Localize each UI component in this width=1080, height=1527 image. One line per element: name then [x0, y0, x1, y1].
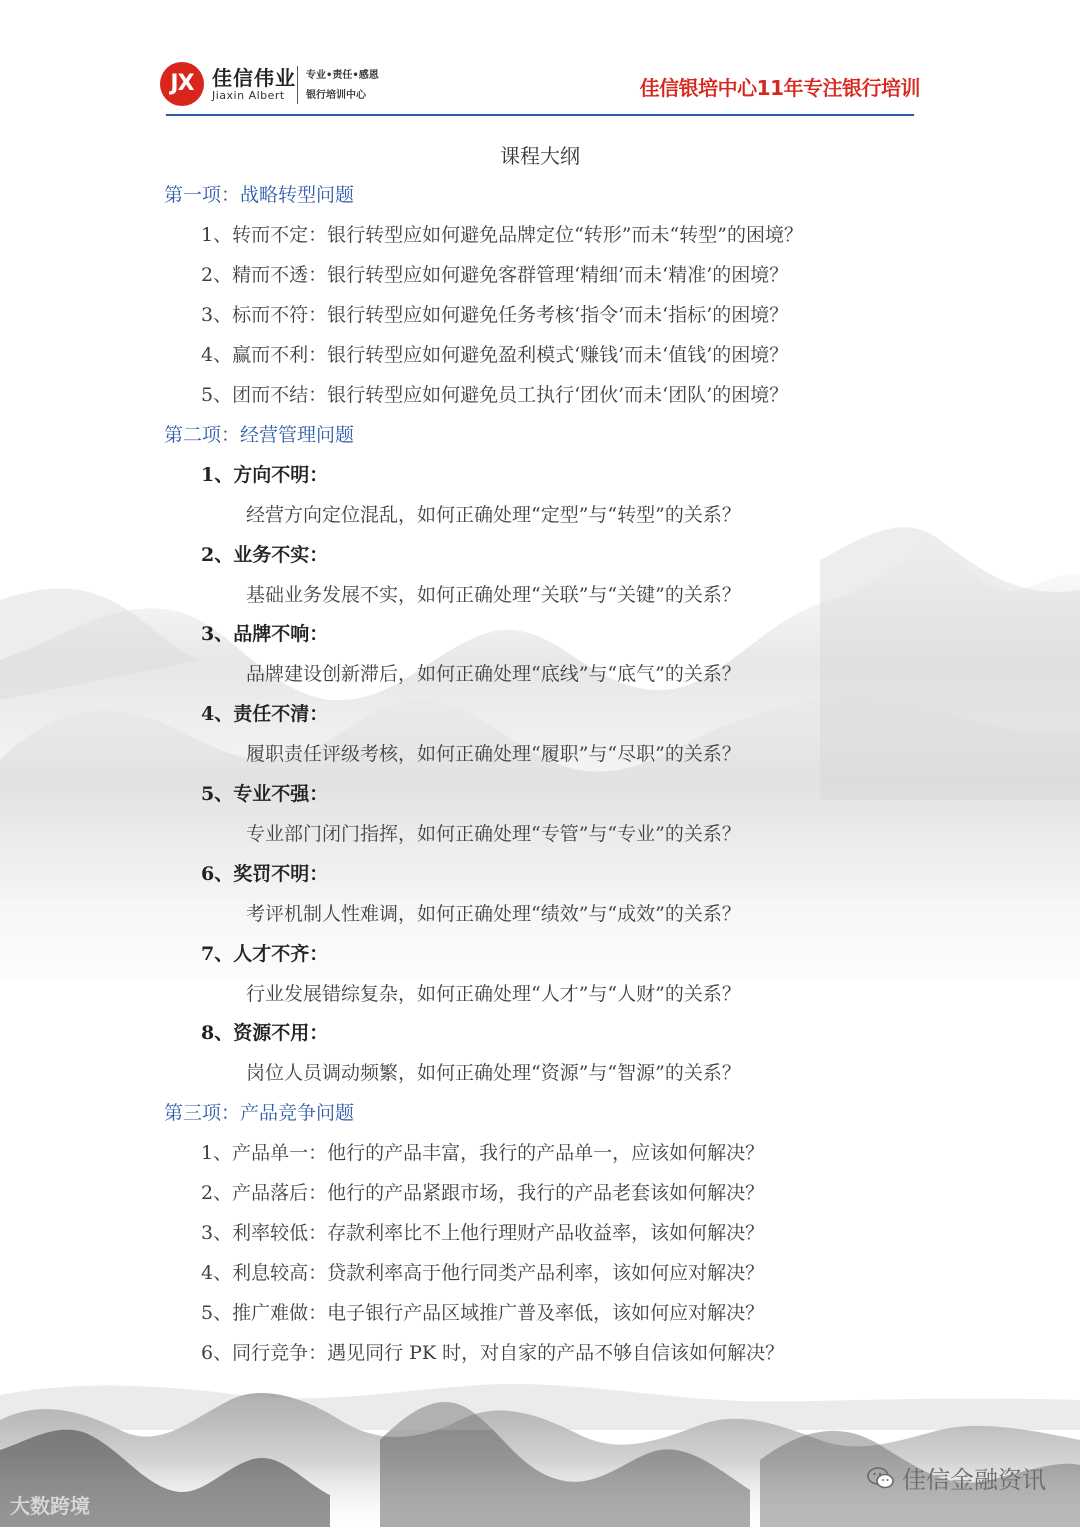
subsection-heading: 6、奖罚不明： — [201, 863, 329, 885]
section-heading: 第一项：战略转型问题 — [164, 184, 355, 206]
subsection-description: 考评机制人性难调，如何正确处理“绩效”与“成效”的关系？ — [246, 903, 741, 925]
brand-name-en: Jiaxin Albert — [212, 89, 285, 102]
subsection-description: 专业部门闭门指挥，如何正确处理“专管”与“专业”的关系？ — [246, 823, 741, 845]
outline-item: 6、同行竞争：遇见同行 PK 时，对自家的产品不够自信该如何解决？ — [201, 1342, 785, 1364]
outline-item: 3、利率较低：存款利率比不上他行理财产品收益率，该如何解决？ — [201, 1222, 765, 1244]
subsection-heading: 7、人才不齐： — [201, 943, 329, 965]
subsection-description: 岗位人员调动频繁，如何正确处理“资源”与“智源”的关系？ — [246, 1062, 741, 1084]
wechat-icon — [866, 1465, 896, 1497]
header-divider — [166, 114, 914, 116]
brand-slogan: 专业•责任•感恩 — [306, 70, 379, 81]
header-tagline: 佳信银培中心11年专注银行培训 — [639, 76, 920, 100]
subsection-heading: 2、业务不实： — [201, 544, 329, 566]
outline-item: 5、推广难做：电子银行产品区域推广普及率低，该如何应对解决？ — [201, 1302, 765, 1324]
subsection-description: 履职责任评级考核，如何正确处理“履职”与“尽职”的关系？ — [246, 743, 741, 765]
subsection-heading: 5、专业不强： — [201, 783, 329, 805]
subsection-description: 基础业务发展不实，如何正确处理“关联”与“关键”的关系？ — [246, 584, 741, 606]
subsection-heading: 8、资源不用： — [201, 1022, 329, 1044]
subsection-description: 经营方向定位混乱，如何正确处理“定型”与“转型”的关系？ — [246, 504, 741, 526]
outline-item: 1、产品单一：他行的产品丰富，我行的产品单一，应该如何解决？ — [201, 1142, 765, 1164]
outline-item: 2、精而不透：银行转型应如何避免客群管理‘精细’而未‘精准’的困境？ — [201, 264, 789, 286]
outline-item: 1、转而不定：银行转型应如何避免品牌定位“转形”而未“转型”的困境？ — [201, 224, 803, 246]
logo-mark-text: JX — [170, 71, 194, 96]
section-heading: 第三项：产品竞争问题 — [164, 1102, 355, 1124]
brand-subtitle: 银行培训中心 — [306, 90, 366, 101]
outline-item: 3、标而不符：银行转型应如何避免任务考核‘指令’而未‘指标’的困境？ — [201, 304, 789, 326]
outline-item: 5、团而不结：银行转型应如何避免员工执行‘团伙’而未‘团队’的困境？ — [201, 384, 789, 406]
subsection-description: 行业发展错综复杂，如何正确处理“人才”与“人财”的关系？ — [246, 983, 741, 1005]
subsection-heading: 1、方向不明： — [201, 464, 329, 486]
subsection-description: 品牌建设创新滞后，如何正确处理“底线”与“底气”的关系？ — [246, 663, 741, 685]
page-header — [160, 58, 920, 118]
subsection-heading: 4、责任不清： — [201, 703, 329, 725]
outline-item: 4、赢而不利：银行转型应如何避免盈利模式‘赚钱’而未‘值钱’的困境？ — [201, 344, 789, 366]
company-logo — [160, 62, 204, 106]
section-heading: 第二项：经营管理问题 — [164, 424, 355, 446]
wechat-watermark-text: 佳信金融资讯 — [902, 1466, 1046, 1494]
outline-item: 4、利息较高：贷款利率高于他行同类产品利率，该如何应对解决？ — [201, 1262, 765, 1284]
outline-item: 2、产品落后：他行的产品紧跟市场，我行的产品老套该如何解决？ — [201, 1182, 765, 1204]
corner-watermark: 大数跨境 — [10, 1494, 90, 1518]
wechat-watermark — [866, 1460, 1046, 1497]
brand-name-cn: 佳信伟业 — [212, 66, 296, 90]
logo-divider — [297, 66, 298, 104]
page-title: 课程大纲 — [500, 144, 580, 168]
subsection-heading: 3、品牌不响： — [201, 623, 329, 645]
